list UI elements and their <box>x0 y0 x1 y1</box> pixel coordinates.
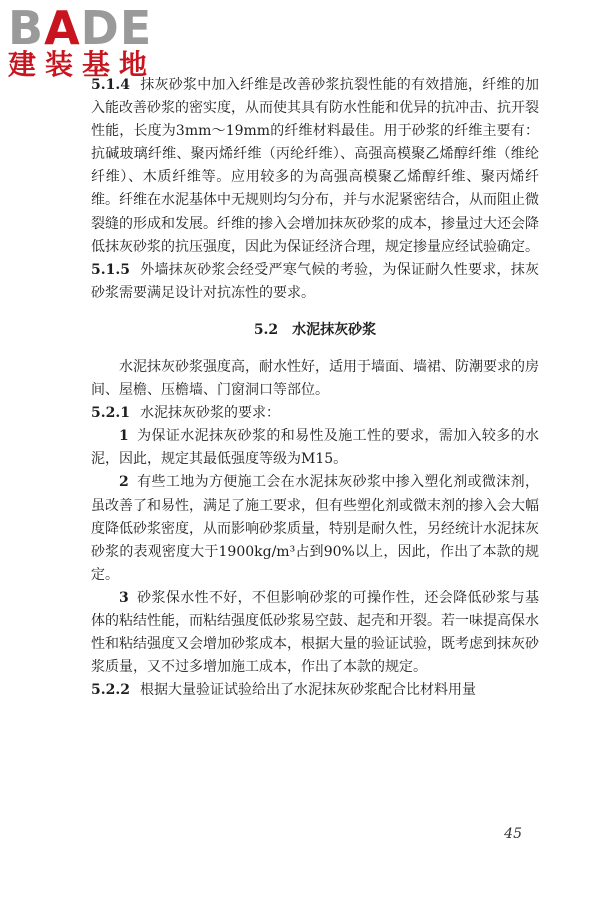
clause-5-2-2 <box>91 679 539 702</box>
item-text: 砂浆保水性不好，不但影响砂浆的可操作性，还会降低砂浆与基体的粘结性能，而粘结强度低砂浆易空鼓、起壳和开裂。若一味提高保水性和粘结强度又会增加砂浆成本，根据大量的验证试验，既考虑到抹灰砂浆质量，又不过多增加施工成本，作出了本款的规定。 <box>91 589 539 676</box>
clause-text: 抹灰砂浆中加入纤维是改善砂浆抗裂性能的有效措施，纤维的加入能改善砂浆的密实度，从而使其具有防水性能和优异的抗冲击、抗开裂性能，长度为3mm～19mm的纤维材料最佳。用于砂浆的纤维主要有：抗碱玻璃纤维、聚丙烯纤维（丙纶纤维）、高强高模聚乙烯醇纤维（维纶纤维）、木质纤维等。应用较多的为高强高模聚乙烯醇纤维、聚丙烯纤维。纤维在水泥基体中无规则均匀分布，并与水泥紧密结合，从而阻止微裂缝的形成和发展。纤维的掺入会增加抹灰砂浆的成本，掺量过大还会降低抹灰砂浆的抗压强度，因此为保证经济合理，规定掺量应经试验确定。 <box>91 77 539 255</box>
page-number: 45 <box>504 826 522 842</box>
section-title: 水泥抹灰砂浆 <box>292 321 377 338</box>
clause-text: 水泥抹灰砂浆的要求： <box>139 405 280 422</box>
section-heading <box>91 319 539 342</box>
clause-text: 外墙抹灰砂浆会经受严寒气候的考验，为保证耐久性要求，抹灰砂浆需要满足设计对抗冻性的要求。 <box>91 261 539 301</box>
clause-5-1-5 <box>91 259 539 305</box>
clause-number: 5.2.2 <box>91 682 130 699</box>
clause-text: 根据大量验证试验给出了水泥抹灰砂浆配合比材料用量 <box>139 682 476 699</box>
clause-number: 5.1.4 <box>91 77 130 93</box>
item-number: 3 <box>119 589 129 606</box>
logo-chinese: 建装基地 <box>8 48 157 81</box>
item-number: 1 <box>119 428 129 445</box>
list-item <box>91 471 539 586</box>
clause-5-2-1 <box>91 402 539 425</box>
clause-5-1-4 <box>91 74 539 259</box>
section-intro: 水泥抹灰砂浆强度高，耐水性好，适用于墙面、墙裙、防潮要求的房间、屋檐、压檐墙、门窗洞口等部位。 <box>91 358 539 399</box>
section-number: 5.2 <box>253 321 279 338</box>
item-number: 2 <box>119 474 129 491</box>
list-item <box>91 425 539 471</box>
item-text: 为保证水泥抹灰砂浆的和易性及施工性的要求，需加入较多的水泥，因此，规定其最低强度等级为M15。 <box>91 428 539 468</box>
logo-latin: BADE <box>8 1 153 55</box>
list-item <box>91 587 539 679</box>
page-body <box>91 74 539 702</box>
clause-number: 5.2.1 <box>91 405 130 422</box>
watermark-logo <box>8 1 178 81</box>
item-text: 有些工地为方便施工会在水泥抹灰砂浆中掺入塑化剂或微沫剂，虽改善了和易性，满足了施工要求，但有些塑化剂或微末剂的掺入会大幅度降低砂浆密度，从而影响砂浆质量，特别是耐久性，另经统计水泥抹灰砂浆的表观密度大于1900kg/m³占到90%以上，因此，作出了本款的规定。 <box>91 474 539 583</box>
clause-number: 5.1.5 <box>91 261 130 278</box>
